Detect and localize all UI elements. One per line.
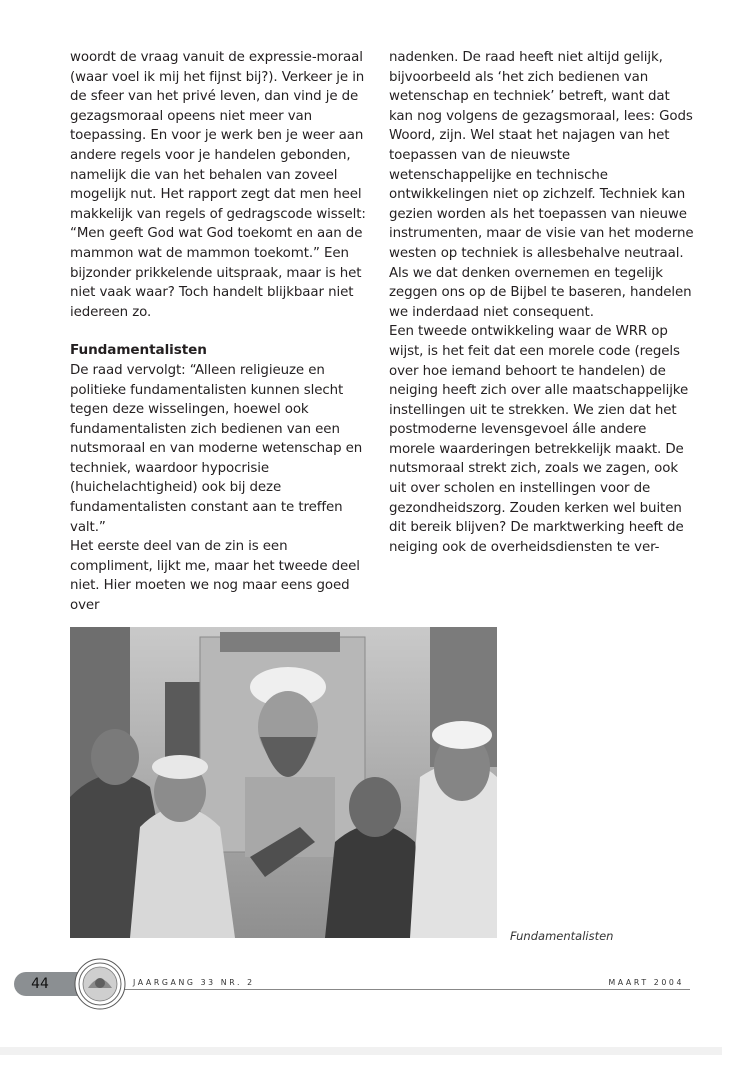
footer-rule — [100, 989, 690, 990]
issue-date: MAART 2004 — [608, 978, 684, 987]
journal-emblem — [74, 958, 126, 1010]
body-paragraph: Een tweede ontwikkeling waar de WRR op wijst, is het feit dat een morele code (regels over hoe iemand behoort te handelen) de neiging heeft zich over alle maatschappelijke instellingen uit te strekken. We zien dat het postmoderne levensgevoel álle andere morele waarderingen betrekkelijk maakt. De nutsmoraal strekt zich, zoals we zagen, ook uit over scholen en instellingen voor de gezondheidszorg. Zouden kerken wel buiten dit bereik blijven? De marktwerking heeft de neiging ook de overheidsdiensten te ver- — [389, 324, 689, 555]
body-paragraph: nadenken. De raad heeft niet altijd gelijk, bijvoorbeeld als ‘het zich bedienen van wetenschap en techniek’ betreft, want dat kan nog volgens de gezagsmoraal, lees: Gods Woord, zijn. Wel staat het najagen van het toepassen van de nieuwste wetenschappelijke en technische ontwikkelingen niet op zichzelf. Techniek kan gezien worden als het toepassen van nieuwe instrumenten, maar de visie van het moderne westen op techniek is allesbehalve neutraal. Als we dat denken overnemen en tegelijk zeggen ons op de Bijbel te baseren, handelen we inderdaad niet consequent. — [389, 50, 694, 320]
section-heading: Fundamentalisten — [70, 342, 207, 359]
protest-photo — [70, 627, 497, 938]
photo-caption: Fundamentalisten — [510, 929, 614, 943]
article-left-column — [70, 48, 370, 616]
scan-edge — [0, 1047, 722, 1055]
body-paragraph: woordt de vraag vanuit de expressie-moraal (waar voel ik mij het fijnst bij?). Verkeer je in de sfeer van het privé leven, dan vind je de gezagsmoraal opeens niet meer van toepassing. En voor je werk ben je weer aan andere regels voor je handelen gebonden, namelijk die van het behalen van zoveel mogelijk nut. Het rapport zegt dat men heel makkelijk van regels of gedragscode wisselt: “Men geeft God wat God toekomt en aan de mammon wat de mammon toekomt.” Een bijzonder prikkelende uitspraak, maar is het niet vaak waar? Toch handelt blijkbaar niet iedereen zo. — [70, 50, 366, 320]
page-number: 44 — [31, 976, 49, 992]
article-right-column — [389, 48, 694, 557]
body-paragraph: De raad vervolgt: “Alleen religieuze en politieke fundamentalisten kunnen slecht tegen deze wisselingen, hoewel ook fundamentalisten zich bedienen van een nutsmoraal en van moderne wetenschap en techniek, waardoor hypocrisie (huichelachtigheid) ook bij deze fundamentalisten constant aan te treffen valt.” — [70, 362, 363, 535]
body-paragraph: Het eerste deel van de zin is een compliment, lijkt me, maar het tweede deel niet. Hier moeten we nog maar eens goed over — [70, 539, 360, 614]
journal-issue: JAARGANG 33 NR. 2 — [133, 978, 255, 987]
